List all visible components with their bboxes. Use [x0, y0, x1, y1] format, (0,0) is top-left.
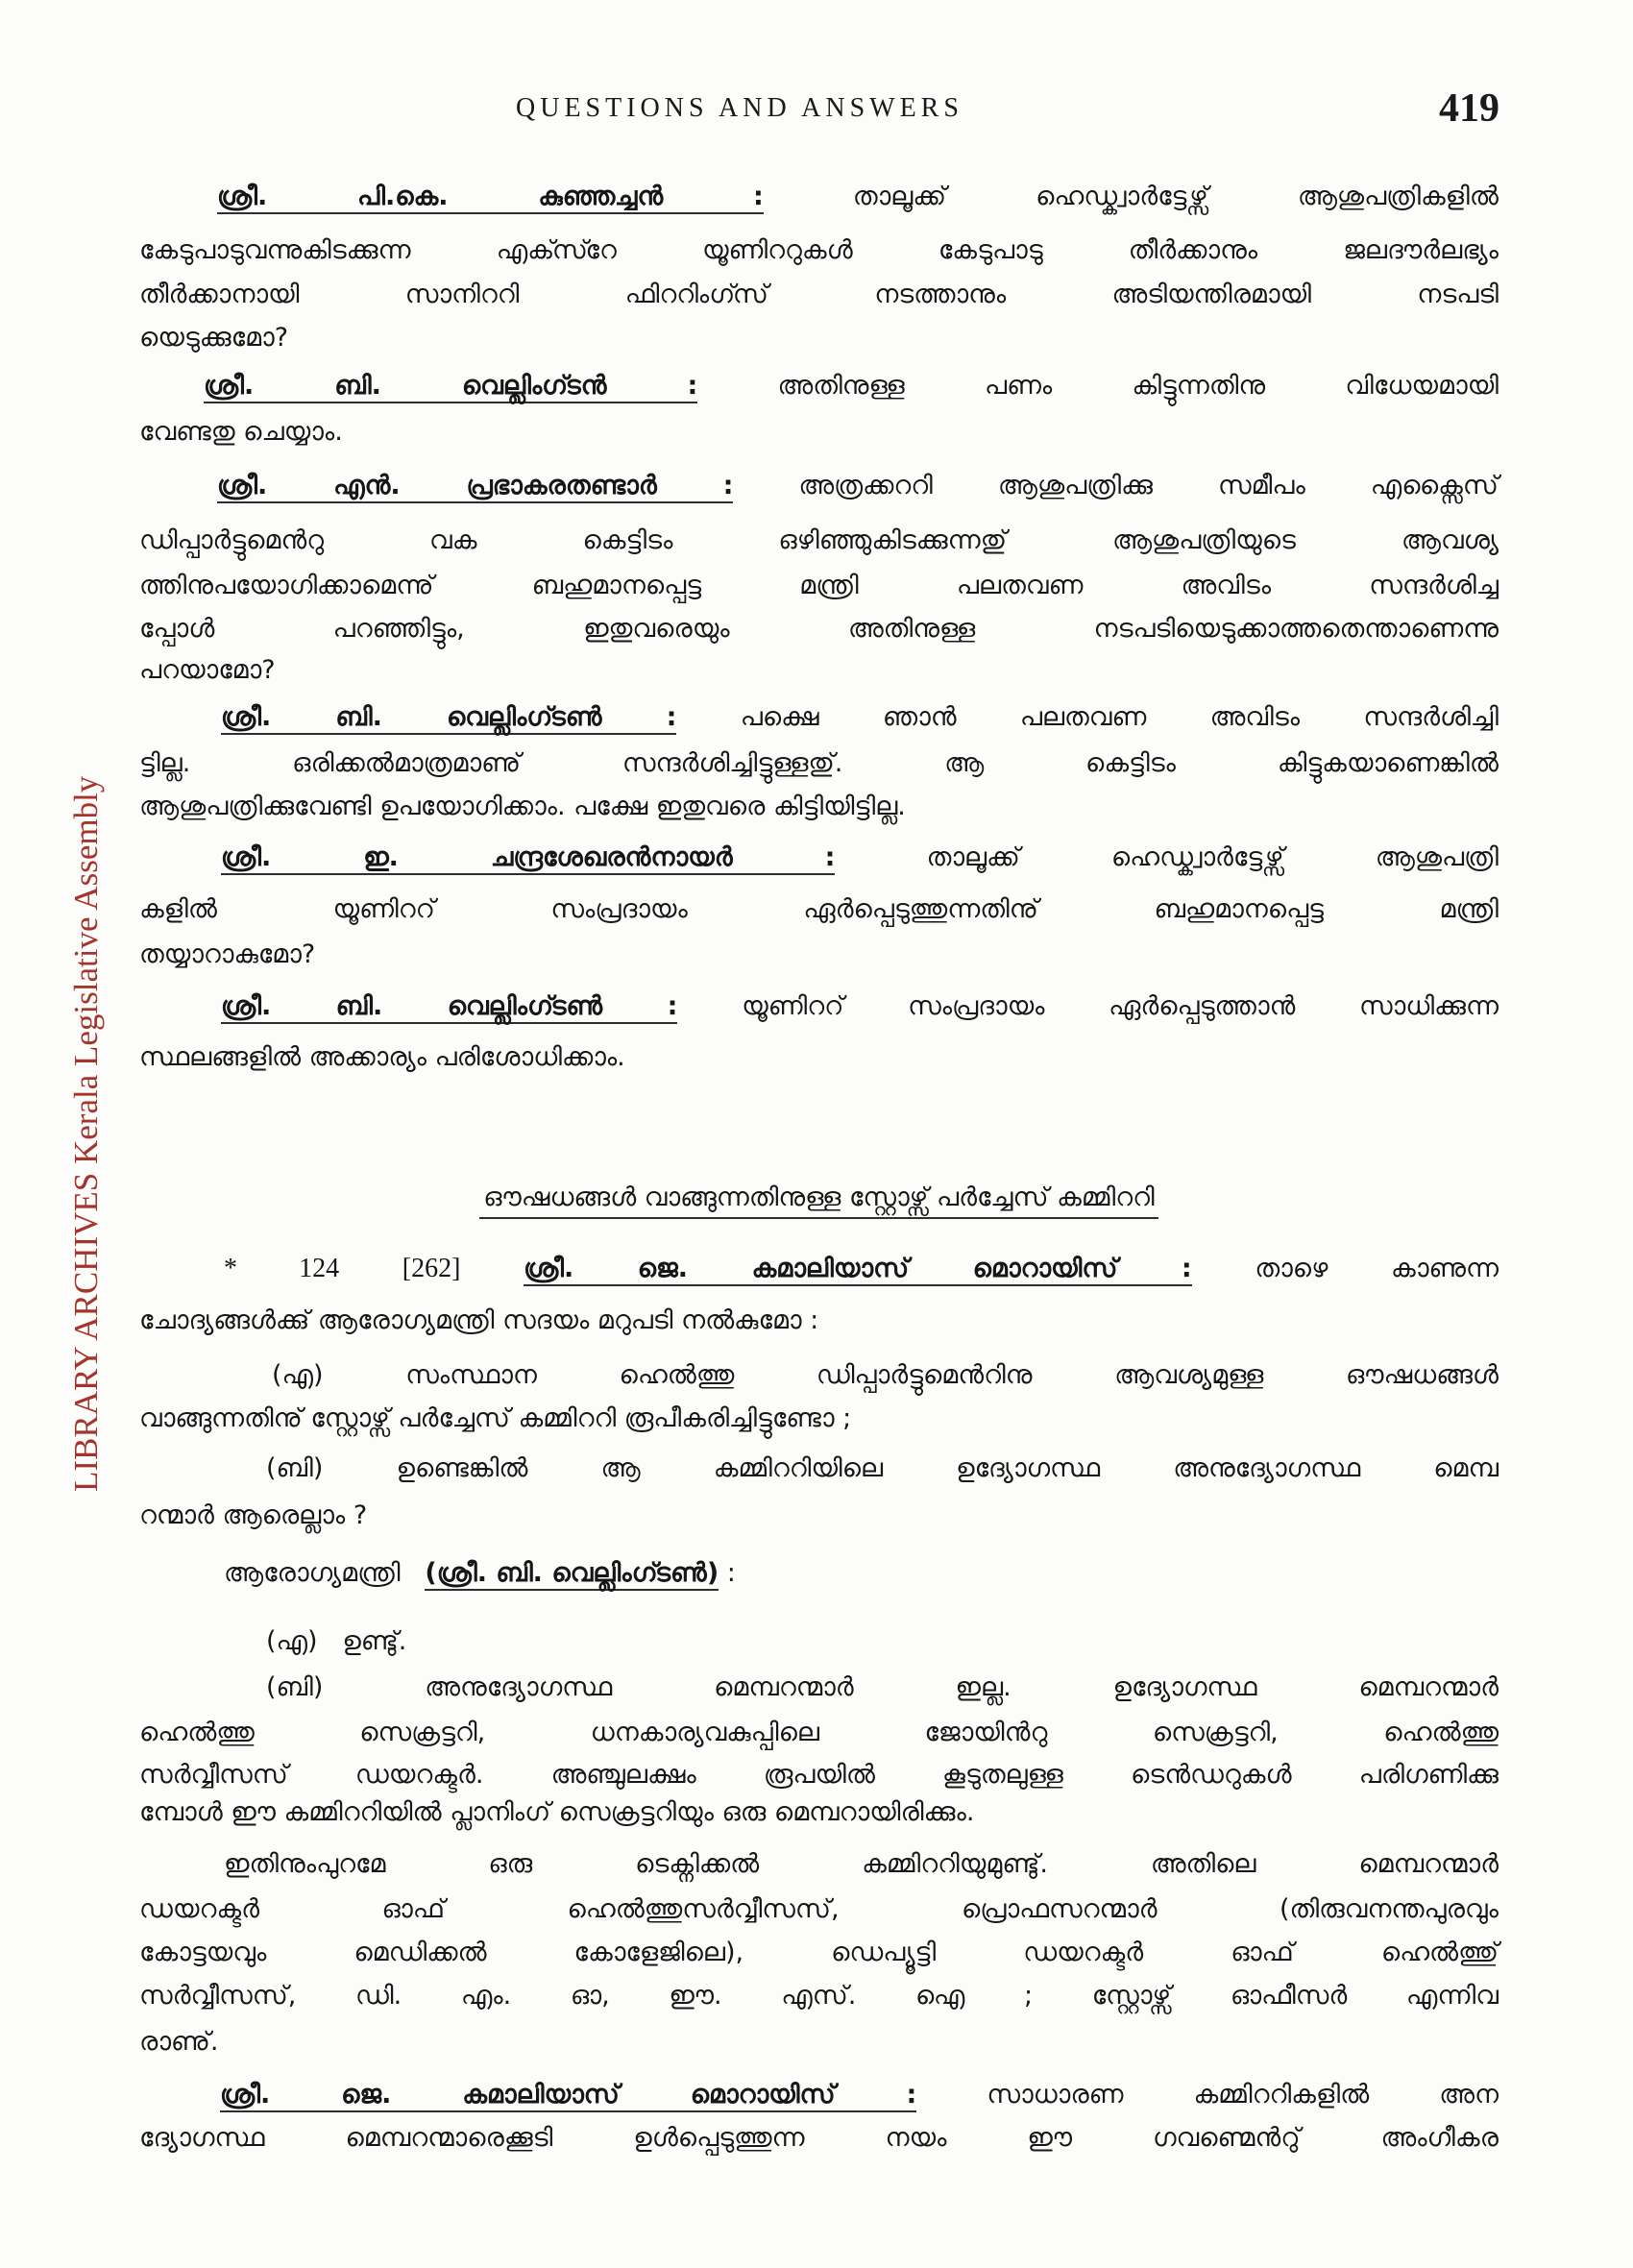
- question-number: * 124: [224, 1254, 340, 1283]
- question-reference: [262]: [402, 1254, 461, 1283]
- text-line: [266, 1450, 1499, 1488]
- line-text: ഉണ്ടെങ്കിൽ ആ കമ്മിററിയിലെ ഉദ്യോഗസ്ഥ അനുദ്യോഗസ്ഥ മെമ്പ: [396, 1453, 1499, 1483]
- speaker-name: ശ്രീ. എൻ. പ്രഭാകരതണ്ടാർ :: [217, 471, 733, 503]
- speaker-name: ശ്രീ. ബി. വെല്ലിംഗ്ടൺ :: [221, 702, 676, 735]
- text-line: വാങ്ങുന്നതിനു് സ്റ്റോഴ്സ് പർച്ചേസ് കമ്മിററി രൂപീകരിച്ചിട്ടുണ്ടോ ;: [139, 1403, 852, 1433]
- line-text: താലൂക്ക് ഹെഡ്ക്വാർട്ടേഴ്സ് ആശുപത്രികളിൽ: [852, 182, 1499, 211]
- text-line: ഡിപ്പാർട്ടുമെൻറു വക കെട്ടിടം ഒഴിഞ്ഞുകിടക്കുന്നതു് ആശുപത്രിയുടെ ആവശ്യ: [139, 525, 1499, 555]
- text-line: സർവ്വീസസ്, ഡി. എം. ഓ, ഈ. എസ്. ഐ ; സ്റ്റോഴ്സ് ഓഫീസർ എന്നിവ: [139, 1981, 1499, 2011]
- text-line: ഹെൽത്തു സെക്രട്ടറി, ധനകാര്യവകുപ്പിലെ ജോയിൻറു സെക്രട്ടറി, ഹെൽത്തു: [139, 1718, 1499, 1747]
- text-line: [217, 467, 1499, 505]
- text-line: ആശുപത്രിക്കുവേണ്ടി ഉപയോഗിക്കാം. പക്ഷേ ഇതുവരെ കിട്ടിയിട്ടില്ല.: [139, 792, 906, 821]
- text-line: യെടുക്കുമോ?: [139, 323, 289, 353]
- text-line: കളിൽ യൂണിററ് സംപ്രദായം ഏർപ്പെടുത്തുന്നതിനു് ബഹുമാനപ്പെട്ട മന്ത്രി: [139, 894, 1499, 924]
- section-heading: ഔഷധങ്ങൾ വാങ്ങുന്നതിനുള്ള സ്റ്റോഴ്സ് പർച്ചേസ് കമ്മിററി: [479, 1181, 1158, 1219]
- text-line: [272, 1356, 1499, 1395]
- text-line: കേടുപാടുവന്നുകിടക്കുന്ന എക്സ്റേ യൂണിററുകൾ കേടുപാടു തീർക്കാനും ജലദൗർലഭ്യം: [139, 235, 1499, 265]
- line-text: താലൂക്ക് ഹെഡ്ക്വാർട്ടേഴ്സ് ആശുപത്രി: [926, 842, 1499, 872]
- line-text: അതിനുള്ള പണം കിട്ടുന്നതിനു വിധേയമായി: [777, 371, 1499, 401]
- archive-watermark: LIBRARY ARCHIVES Kerala Legislative Assembly: [67, 775, 105, 1492]
- line-text: യൂണിററ് സംപ്രദായം ഏർപ്പെടുത്താൻ സാധിക്കുന്ന: [742, 991, 1499, 1021]
- part-label: (ബി): [266, 1672, 324, 1702]
- line-text: അത്രക്കററി ആശുപത്രിക്കു സമീപം എക്സൈസ്: [798, 471, 1499, 500]
- text-line: കോട്ടയവും മെഡിക്കൽ കോളേജിലെ), ഡെപ്യൂട്ടി ഡയറക്ടർ ഓഫ് ഹെൽത്തു്: [139, 1938, 1499, 1967]
- speaker-name: ശ്രീ. ജെ. കമാലിയാസ് മൊറായിസ് :: [220, 2080, 916, 2112]
- line-text: താഴെ കാണുന്ന: [1255, 1254, 1499, 1283]
- text-line: ദ്യോഗസ്ഥ മെമ്പറന്മാരെക്കൂടി ഉൾപ്പെടുത്തുന്ന നയം ഈ ഗവണ്മെൻറു് അംഗീകര: [139, 2123, 1499, 2153]
- text-line: [221, 698, 1499, 737]
- line-text: സാധാരണ കമ്മിററികളിൽ അന: [987, 2080, 1499, 2109]
- speaker-name: ശ്രീ. പി.കെ. കുഞ്ഞച്ചൻ :: [217, 182, 764, 214]
- part-label: (എ): [266, 1626, 318, 1656]
- text-line: ട്ടില്ല. ഒരിക്കൽമാത്രമാണു് സന്ദർശിച്ചിട്ടുള്ളതു്. ആ കെട്ടിടം കിട്ടുകയാണെങ്കിൽ: [139, 748, 1499, 778]
- text-line: വേണ്ടതു ചെയ്യാം.: [139, 417, 343, 447]
- text-line: പറയാമോ?: [139, 655, 276, 685]
- text-line: ത്തിനുപയോഗിക്കാമെന്നു് ബഹുമാനപ്പെട്ട മന്ത്രി പലതവണ അവിടം സന്ദർശിച്ച: [139, 571, 1499, 600]
- text-line: [221, 988, 1499, 1026]
- text-line: പ്പോൾ പറഞ്ഞിട്ടും, ഇതുവരെയും അതിനുള്ള നടപടിയെടുക്കാത്തതെന്താണെന്നു: [139, 614, 1499, 644]
- text-line: [224, 1554, 736, 1593]
- speaker-name: ശ്രീ. ജെ. കമാലിയാസ് മൊറായിസ് :: [524, 1254, 1192, 1286]
- text-line: [217, 178, 1499, 216]
- speaker-name: ശ്രീ. ബി. വെല്ലിംഗ്ടൺ :: [221, 991, 677, 1024]
- text-line: തയ്യാറാകുമോ?: [139, 939, 316, 969]
- running-header-title: QUESTIONS AND ANSWERS: [516, 93, 963, 123]
- text-line: തീർക്കാനായി സാനിററി ഫിററിംഗ്സ് നടത്താനും അടിയന്തിരമായി നടപടി: [139, 280, 1499, 309]
- section-heading-row: [139, 1179, 1499, 1217]
- text-line: ഇതിനുംപുറമേ ഒരു ടെക്നിക്കൽ കമ്മിററിയുമുണ്ടു്. അതിലെ മെമ്പറന്മാർ: [224, 1849, 1499, 1879]
- text-line: ഡയറക്ടർ ഓഫ് ഹെൽത്തുസർവ്വീസസ്, പ്രൊഫസറന്മാർ (തിരുവനന്തപുരവും: [139, 1894, 1499, 1924]
- text-line: [266, 1669, 1499, 1707]
- line-text: പക്ഷെ ഞാൻ പലതവണ അവിടം സന്ദർശിച്ചി: [740, 702, 1499, 732]
- text-line: [204, 367, 1499, 405]
- speaker-name: (ശ്രീ. ബി. വെല്ലിംഗ്ടൺ): [425, 1558, 719, 1591]
- text-line: രാണു്.: [139, 2027, 219, 2057]
- text-line: [224, 1250, 1499, 1288]
- text-line: [266, 1622, 406, 1661]
- text-line: [220, 2076, 1499, 2114]
- minister-role: ആരോഗ്യമന്ത്രി: [224, 1558, 401, 1588]
- speaker-name: ശ്രീ. ബി. വെല്ലിംഗ്ടൻ :: [204, 371, 697, 403]
- text-line: സ്ഥലങ്ങളിൽ അക്കാര്യം പരിശോധിക്കാം.: [139, 1042, 625, 1072]
- text-line: [221, 839, 1499, 877]
- line-text: സംസ്ഥാന ഹെൽത്തു ഡിപ്പാർട്ടുമെൻറിനു ആവശ്യമുള്ള ഔഷധങ്ങൾ: [405, 1360, 1499, 1390]
- line-text: ഉണ്ടു്.: [342, 1626, 407, 1656]
- line-text: അനുദ്യോഗസ്ഥ മെമ്പറന്മാർ ഇല്ല. ഉദ്യോഗസ്ഥ മെമ്പറന്മാർ: [425, 1672, 1499, 1702]
- text-line: ചോദ്യങ്ങൾക്കു് ആരോഗ്യമന്ത്രി സദയം മറുപടി നൽകുമോ :: [139, 1305, 819, 1335]
- text-line: മ്പോൾ ഈ കമ്മിററിയിൽ പ്ലാനിംഗ് സെക്രട്ടറിയും ഒരു മെമ്പറായിരിക്കും.: [139, 1797, 975, 1827]
- part-label: (എ): [272, 1360, 324, 1390]
- text-line: സർവ്വീസസ് ഡയറക്ടർ. അഞ്ചുലക്ഷം രൂപയിൽ കൂടുതലുള്ള ടെൻഡറുകൾ പരിഗണിക്കു: [139, 1760, 1499, 1790]
- part-label: (ബി): [266, 1453, 324, 1483]
- speaker-suffix: :: [726, 1558, 736, 1588]
- text-line: റന്മാർ ആരെല്ലാം ?: [139, 1500, 368, 1530]
- speaker-name: ശ്രീ. ഇ. ചന്ദ്രശേഖരൻനായർ :: [221, 842, 835, 875]
- page-number: 419: [1439, 86, 1499, 131]
